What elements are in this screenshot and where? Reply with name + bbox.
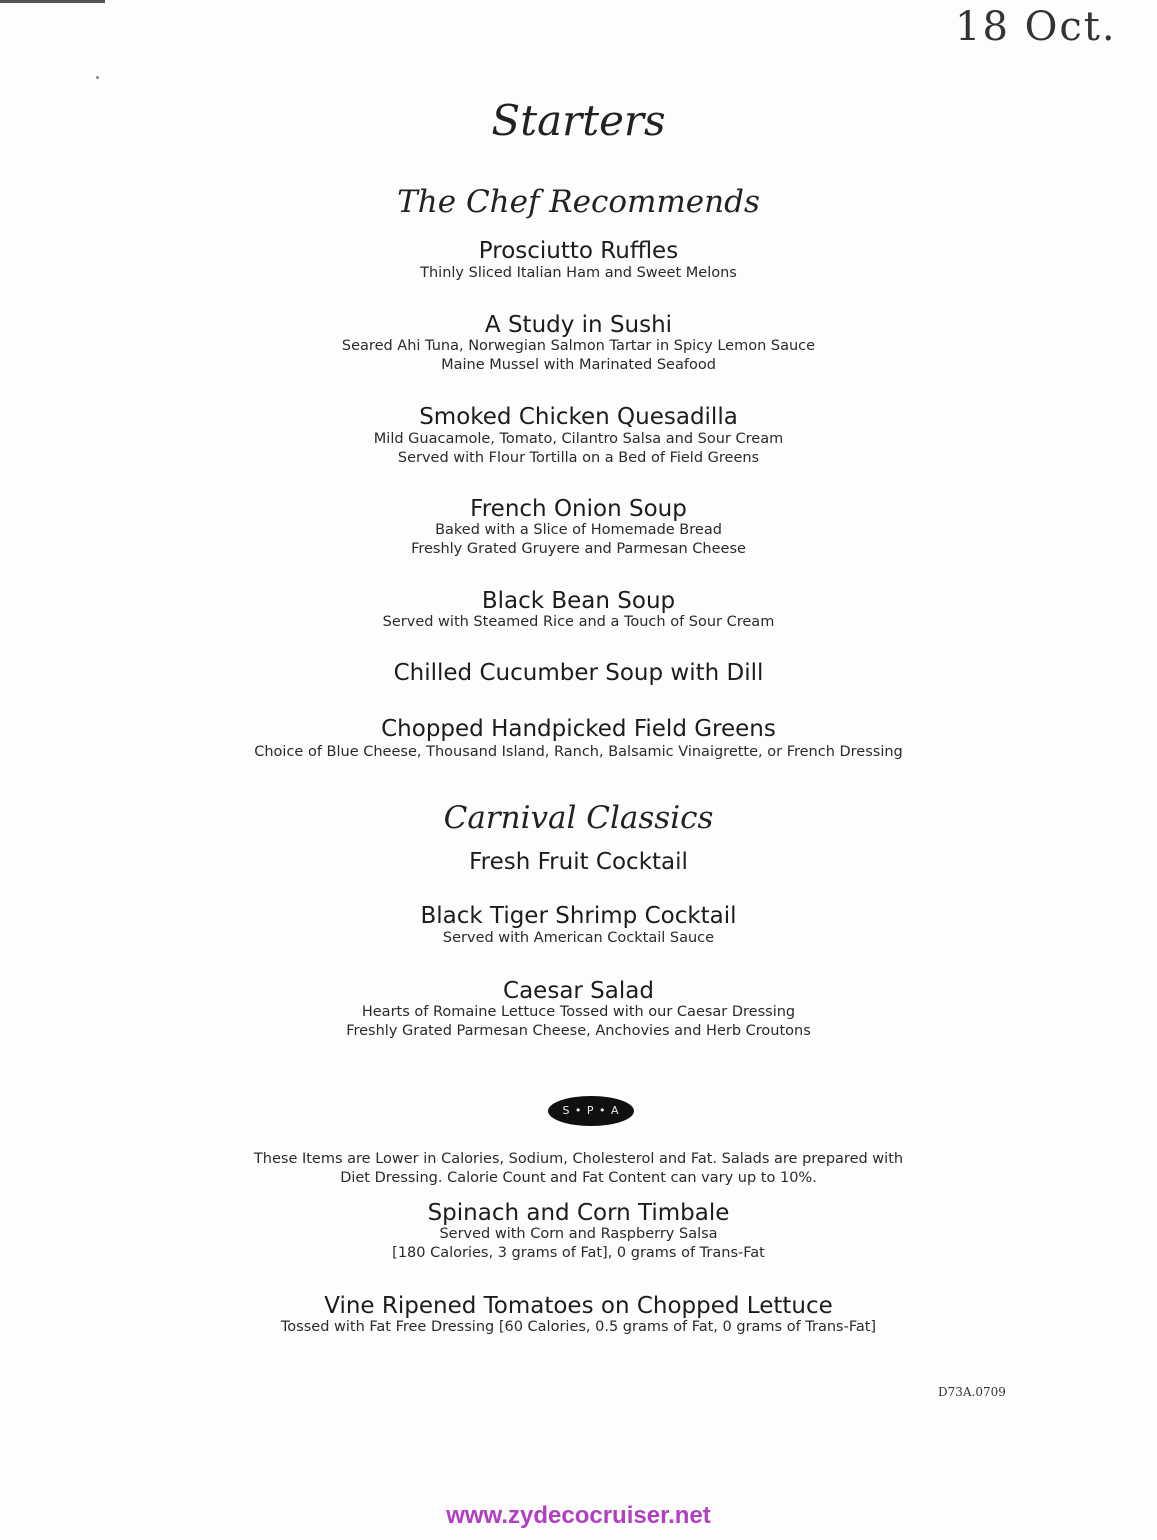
dish-description: Maine Mussel with Marinated Seafood (441, 357, 716, 373)
dish-name: Chopped Handpicked Field Greens (381, 716, 776, 742)
dish-description: Served with Flour Tortilla on a Bed of Field Greens (397, 450, 760, 466)
section-heading-classics: Carnival Classics (443, 800, 714, 836)
dish-description: Choice of Blue Cheese, Thousand Island, Ranch, Balsamic Vinaigrette, or French Dressing (254, 744, 903, 760)
dish-name: Caesar Salad (503, 978, 654, 1004)
dish-name: Black Tiger Shrimp Cocktail (420, 903, 737, 929)
menu-code: D73A.0709 (938, 1385, 1006, 1399)
dish-description: Served with American Cocktail Sauce (442, 930, 715, 946)
dish-name: A Study in Sushi (484, 312, 673, 338)
dish-description: Hearts of Romaine Lettuce Tossed with our Caesar Dressing (361, 1004, 796, 1020)
watermark-link[interactable]: www.zydecocruiser.net (446, 1502, 711, 1529)
dish-name: Prosciutto Ruffles (478, 238, 679, 264)
dish-name: Black Bean Soup (481, 588, 676, 614)
menu-title: Starters (491, 96, 666, 145)
dish-name: Chilled Cucumber Soup with Dill (393, 660, 764, 686)
dish-description: Freshly Grated Gruyere and Parmesan Cheese (411, 541, 746, 557)
handwritten-note: 18 Oct. (955, 4, 1117, 50)
dish-description: Freshly Grated Parmesan Cheese, Anchovies and Herb Croutons (346, 1023, 811, 1039)
dish-description: Thinly Sliced Italian Ham and Sweet Melons (420, 265, 737, 281)
spa-note: These Items are Lower in Calories, Sodium, Cholesterol and Fat. Salads are prepared with (253, 1151, 904, 1167)
dish-name: Smoked Chicken Quesadilla (419, 404, 738, 430)
dish-description: Served with Steamed Rice and a Touch of Sour Cream (382, 614, 775, 630)
scan-speck (96, 76, 99, 79)
dish-description: Seared Ahi Tuna, Norwegian Salmon Tartar in Spicy Lemon Sauce (341, 338, 816, 354)
dish-name: Fresh Fruit Cocktail (469, 849, 688, 875)
dish-name: French Onion Soup (470, 496, 687, 522)
dish-name: Spinach and Corn Timbale (427, 1200, 730, 1226)
spa-logo (548, 1096, 634, 1126)
spa-logo-text: S • P • A (562, 1104, 620, 1117)
dish-description: Baked with a Slice of Homemade Bread (435, 522, 722, 538)
scan-edge-line (0, 0, 105, 3)
section-heading-chef: The Chef Recommends (397, 184, 760, 220)
dish-name: Vine Ripened Tomatoes on Chopped Lettuce (324, 1293, 833, 1319)
dish-description: [180 Calories, 3 grams of Fat], 0 grams of Trans-Fat (392, 1245, 765, 1261)
dish-description: Mild Guacamole, Tomato, Cilantro Salsa and Sour Cream (373, 431, 784, 447)
dish-description: Tossed with Fat Free Dressing [60 Calories, 0.5 grams of Fat, 0 grams of Trans-Fat] (280, 1319, 877, 1335)
dish-description: Served with Corn and Raspberry Salsa (439, 1226, 718, 1242)
spa-note: Diet Dressing. Calorie Count and Fat Content can vary up to 10%. (340, 1170, 817, 1186)
